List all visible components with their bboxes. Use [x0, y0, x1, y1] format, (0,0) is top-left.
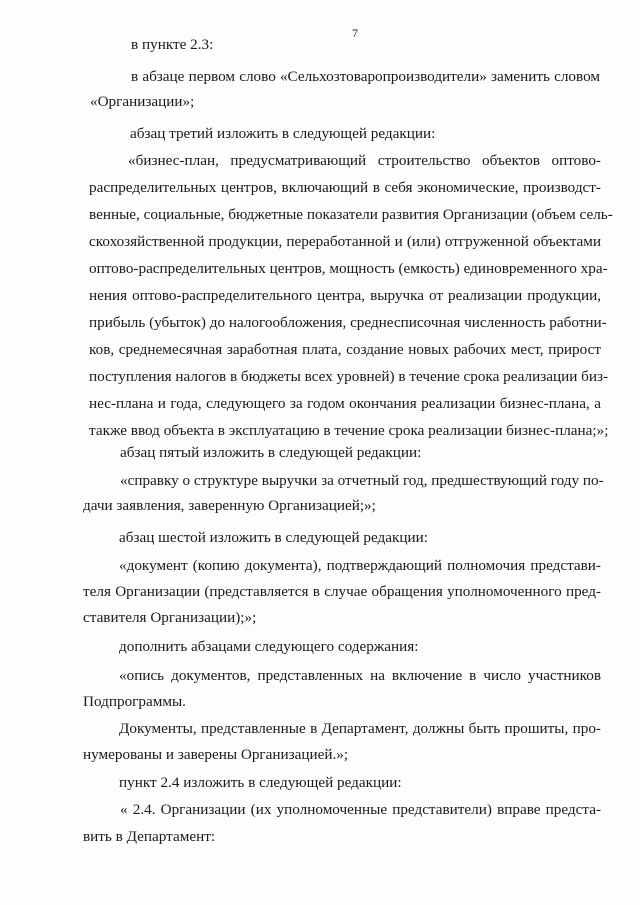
text-line: «справку о структуре выручки за отчетный год, предшествующий году по- [120, 472, 604, 489]
text-line: в абзаце первом слово «Сельхозтоваропроизводители» заменить словом [131, 68, 600, 85]
text-line: оптово-распределительных центров, мощность (емкость) единовременного хра- [89, 260, 608, 277]
text-line: «Организации»; [90, 93, 195, 110]
text-line: «документ (копию документа), подтверждающий полномочия представи- [119, 557, 601, 574]
text-line: абзац шестой изложить в следующей редакции: [119, 529, 428, 546]
text-line: нес-плана и года, следующего за годом окончания реализации бизнес-плана, а [89, 395, 601, 412]
text-line: абзац пятый изложить в следующей редакции: [120, 444, 422, 461]
text-line: распределительных центров, включающий в себя экономические, производст- [89, 179, 601, 196]
page-number: 7 [352, 26, 358, 40]
text-line: Документы, представленные в Департамент, должны быть прошиты, про- [119, 720, 601, 737]
text-line: « 2.4. Организации (их уполномоченные представители) вправе предста- [120, 801, 601, 818]
text-line: абзац третий изложить в следующей редакции: [130, 125, 436, 142]
text-line: «опись документов, представленных на включение в число участников [119, 667, 601, 684]
text-line: нения оптово-распределительного центра, выручка от реализации продукции, [89, 287, 601, 304]
text-line: ков, среднемесячная заработная плата, создание новых рабочих мест, прирост [89, 341, 601, 358]
text-line: пункт 2.4 изложить в следующей редакции: [119, 774, 402, 791]
text-line: скохозяйственной продукции, переработанной и (или) отгруженной объектами [89, 233, 601, 250]
text-line: дополнить абзацами следующего содержания: [119, 638, 419, 655]
text-line: нумерованы и заверены Организацией.»; [83, 746, 349, 763]
text-line: в пункте 2.3: [131, 36, 214, 53]
text-line: теля Организации (представляется в случае обращения уполномоченного пред- [83, 583, 601, 600]
text-line: дачи заявления, заверенную Организацией;»; [83, 497, 376, 514]
text-line: венные, социальные, бюджетные показатели развития Организации (объем сель- [89, 206, 613, 223]
text-line: Подпрограммы. [83, 693, 186, 710]
text-line: вить в Департамент: [83, 828, 216, 845]
text-line: ставителя Организации);»; [83, 609, 257, 626]
text-line: также ввод объекта в эксплуатацию в течение срока реализации бизнес-плана;»; [89, 422, 609, 439]
text-line: «бизнес-план, предусматривающий строительство объектов оптово- [128, 152, 601, 169]
text-line: поступления налогов в бюджеты всех уровней) в течение срока реализации биз- [89, 368, 609, 385]
text-line: прибыль (убыток) до налогообложения, среднесписочная численность работни- [89, 314, 607, 331]
